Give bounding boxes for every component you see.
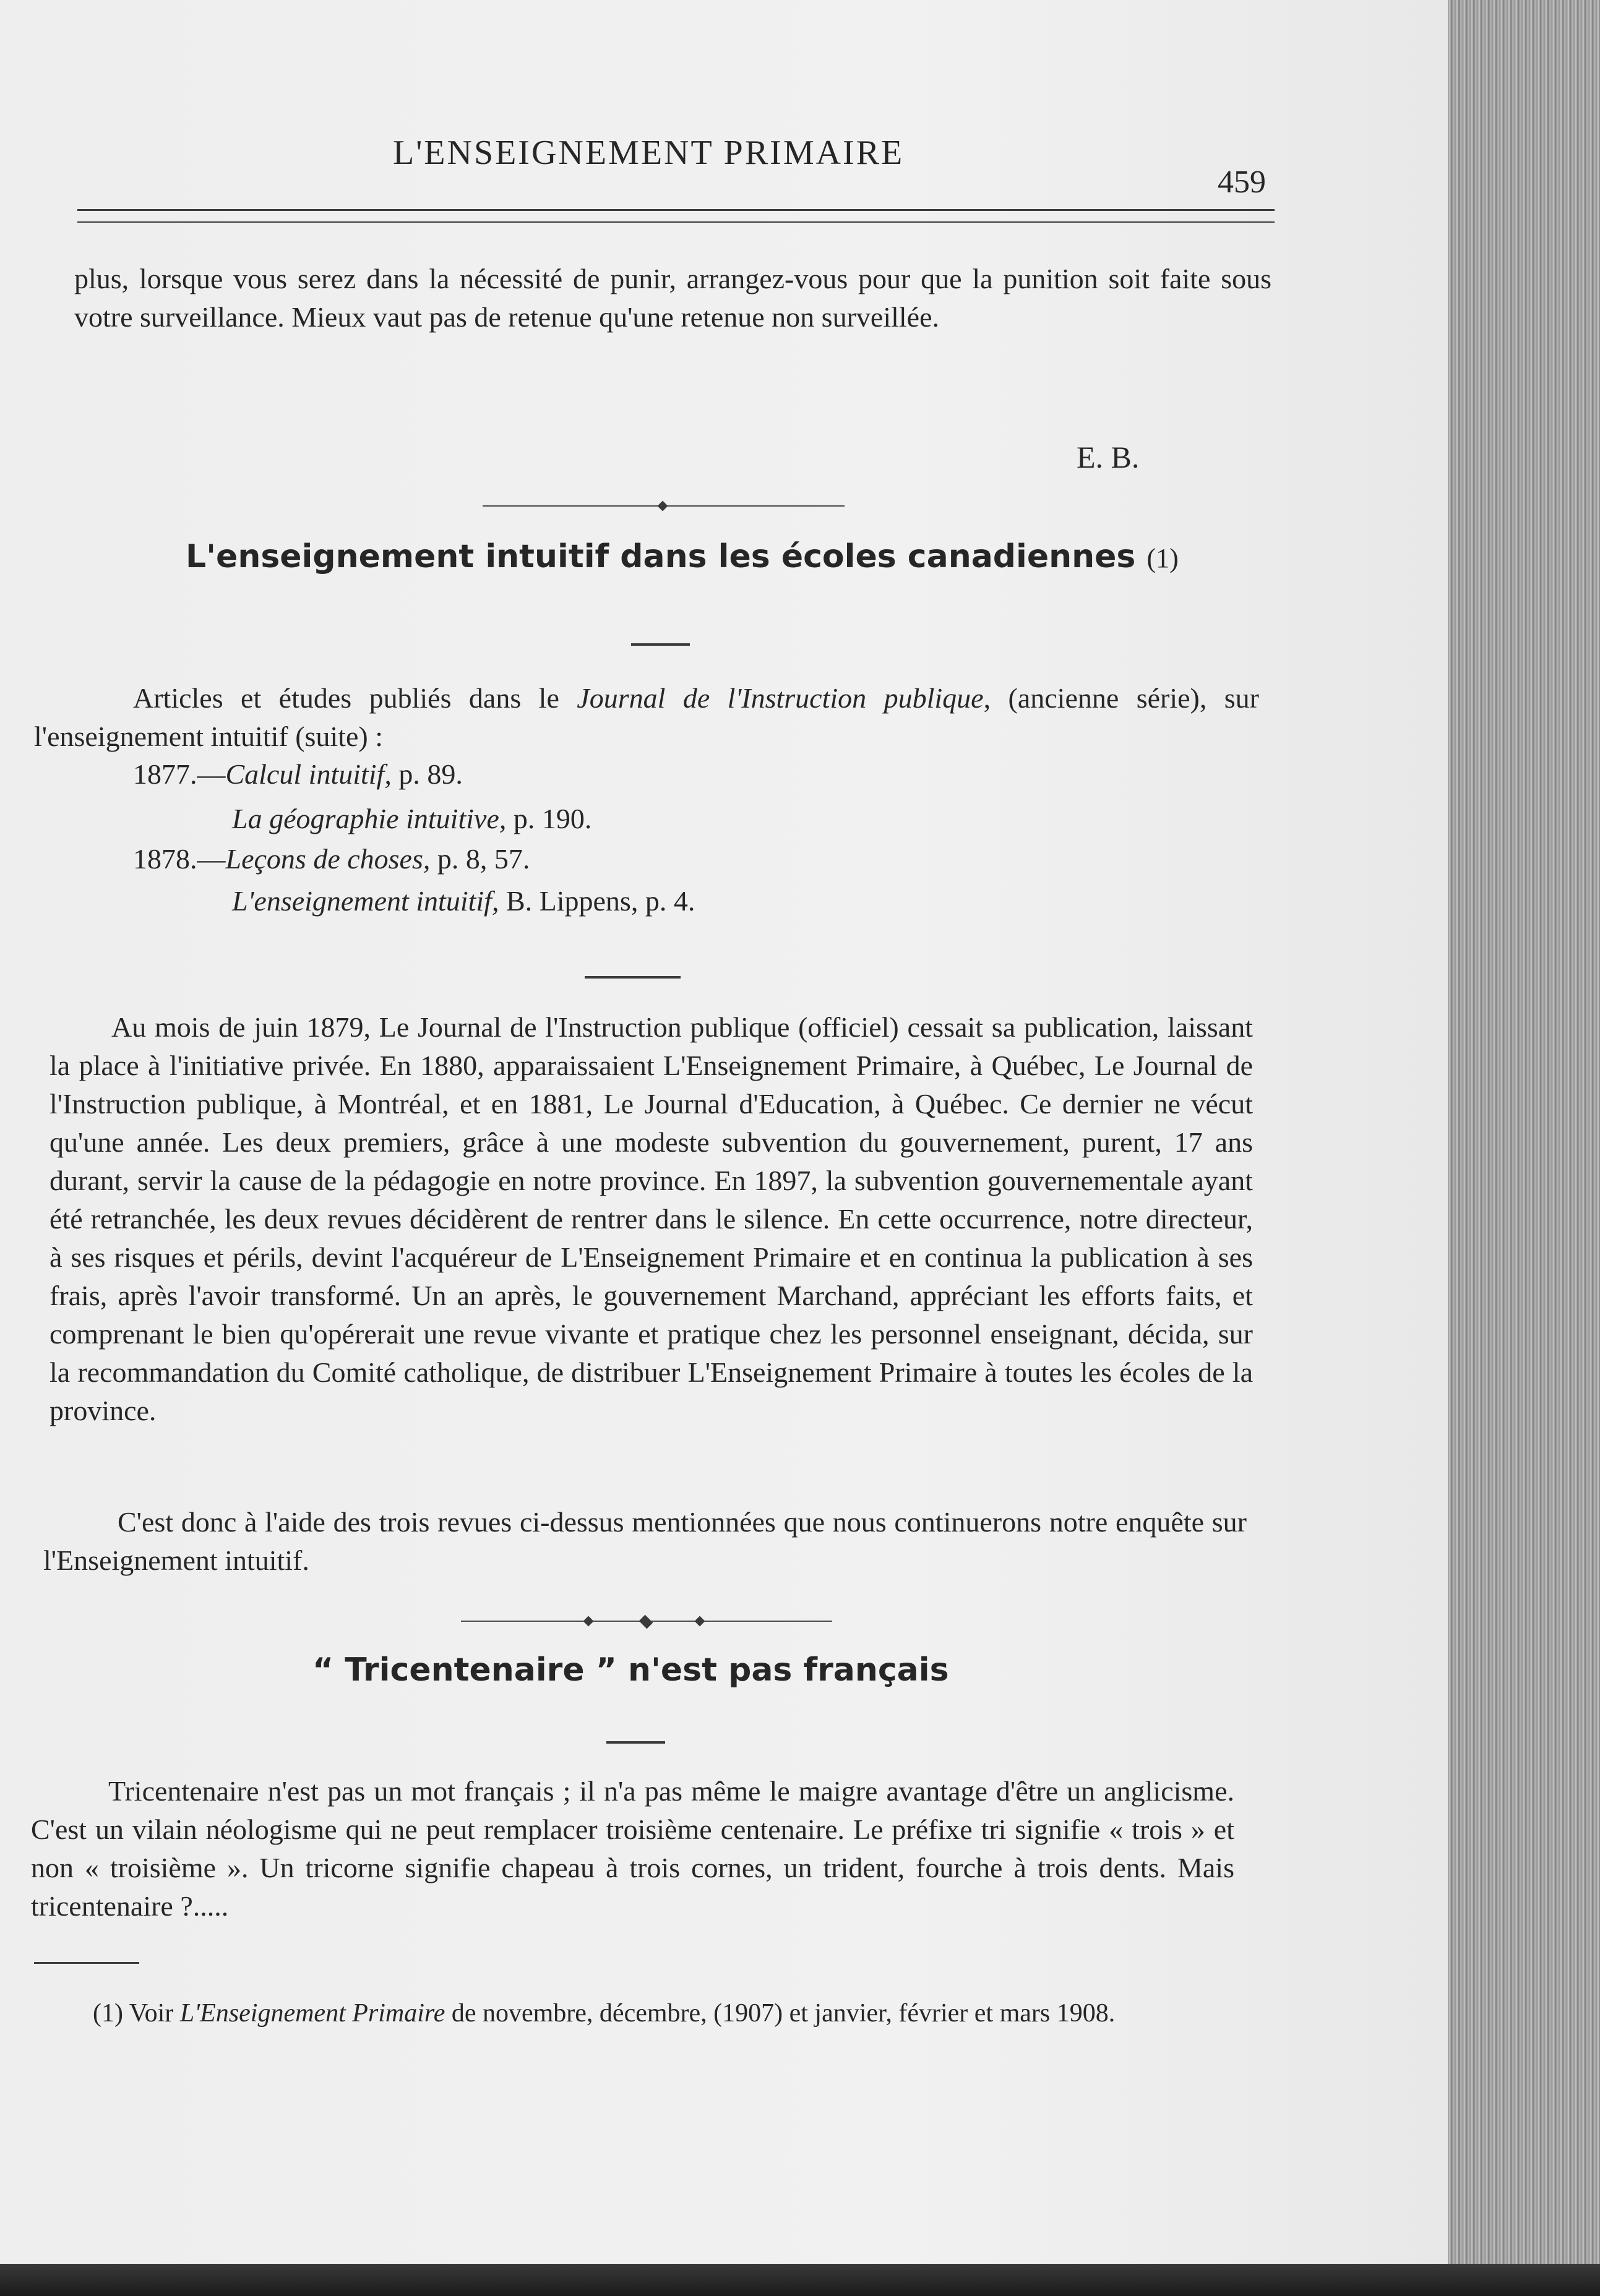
page-number: 459 <box>1218 165 1266 200</box>
running-title: L'ENSEIGNEMENT PRIMAIRE <box>393 134 905 172</box>
lead-text: Articles et études publiés dans le <box>133 682 577 714</box>
entry-ref: p. 89. <box>391 758 463 790</box>
entry-ref: p. 190. <box>506 803 592 834</box>
intro-paragraph: plus, lorsque vous serez dans la nécessité de punir, arrangez-vous pour que la punition soit faite sous votre surveillance. Mieux vaut pas de retenue qu'une retenue non surveillée. <box>74 263 1271 333</box>
section-title: “ Tricentenaire ” n'est pas français <box>312 1651 949 1689</box>
entry-title: L'enseignement intuitif, <box>232 885 499 917</box>
entry-ref: p. 8, 57. <box>430 843 530 875</box>
body-paragraph: Au mois de juin 1879, Le Journal de l'Instruction publique (officiel) cessait sa publication, laissant la place à l'initiative privée. En 1880, apparaissaient L'Enseignement Primaire, à Québec, Le Journal de l'Instruction publique, à Montréal, et en 1881, Le Journal d'Education, à Québec. Ce dernier ne vécut qu'une année. Les deux premiers, grâce à une modeste subvention du gouvernement, purent, 17 ans durant, servir la cause de la pédagogie en notre province. En 1897, la subvention gouvernementale ayant été retranchée, les deux revues décidèrent de rentrer dans le silence. En cette occurrence, notre directeur, à ses risques et périls, devint l'acquéreur de L'Enseignement Primaire et en continua la publication à ses frais, après l'avoir transformé. Un an après, le gouvernement Marchand, appréciant les efforts faits, et comprenant le bien qu'opérerait une revue vivante et pratique chez les personnel enseignant, décida, sur la recommandation du Comité catholique, de distribuer L'Enseignement Primaire à toutes les écoles de la province. <box>49 1011 1253 1426</box>
section-title <box>186 538 1179 575</box>
entry-ref: B. Lippens, p. 4. <box>499 885 695 917</box>
footnote-rule <box>34 1962 139 1964</box>
footnote-marker: (1) <box>93 1999 123 2028</box>
ornament-divider <box>461 1617 832 1625</box>
entry-year: 1878.— <box>133 843 226 875</box>
entry-title: La géographie intuitive, <box>232 803 507 834</box>
section-title-text: L'enseignement intuitif dans les écoles canadiennes <box>186 538 1136 575</box>
header-rule <box>77 209 1275 223</box>
journal-title: L'Enseignement Primaire <box>179 1999 445 2028</box>
bottom-shadow <box>0 2264 1600 2296</box>
short-rule <box>631 643 690 646</box>
short-rule <box>585 976 681 979</box>
lead-text-end: , (ancienne série), sur l'enseignement intuitif (suite) : <box>34 682 1259 752</box>
footnote <box>31 1998 1225 2029</box>
entry-title: Leçons de choses, <box>225 843 431 875</box>
page-edges <box>1448 0 1600 2296</box>
list-item <box>232 802 591 835</box>
ornament-divider <box>483 502 845 510</box>
closing-paragraph: C'est donc à l'aide des trois revues ci-dessus mentionnées que nous continuerons notre enquête sur l'Enseignement intuitif. <box>43 1506 1247 1576</box>
body-paragraph: Tricentenaire n'est pas un mot français ; il n'a pas même le maigre avantage d'être un anglicisme. C'est un vilain néologisme qui ne peut remplacer troisième centenaire. Le préfixe tri signifie « trois » et non « troisième ». Un tricorne signifie chapeau à trois cornes, un trident, fourche à trois dents. Mais tricentenaire ?..... <box>31 1775 1234 1922</box>
footnote-text-end: de novembre, décembre, (1907) et janvier, février et mars 1908. <box>445 1999 1116 2028</box>
footnote-text: Voir <box>123 1999 180 2028</box>
footnote-ref[interactable]: (1) <box>1146 543 1179 573</box>
list-item <box>232 885 695 917</box>
journal-title: Journal de l'Instruction publique <box>577 682 984 714</box>
list-item <box>133 758 463 790</box>
list-item <box>133 842 530 875</box>
signature: E. B. <box>1077 440 1140 474</box>
entry-year: 1877.— <box>133 758 226 790</box>
short-rule <box>606 1741 665 1744</box>
entry-title: Calcul intuitif, <box>225 758 392 790</box>
lead-paragraph <box>34 679 1259 756</box>
